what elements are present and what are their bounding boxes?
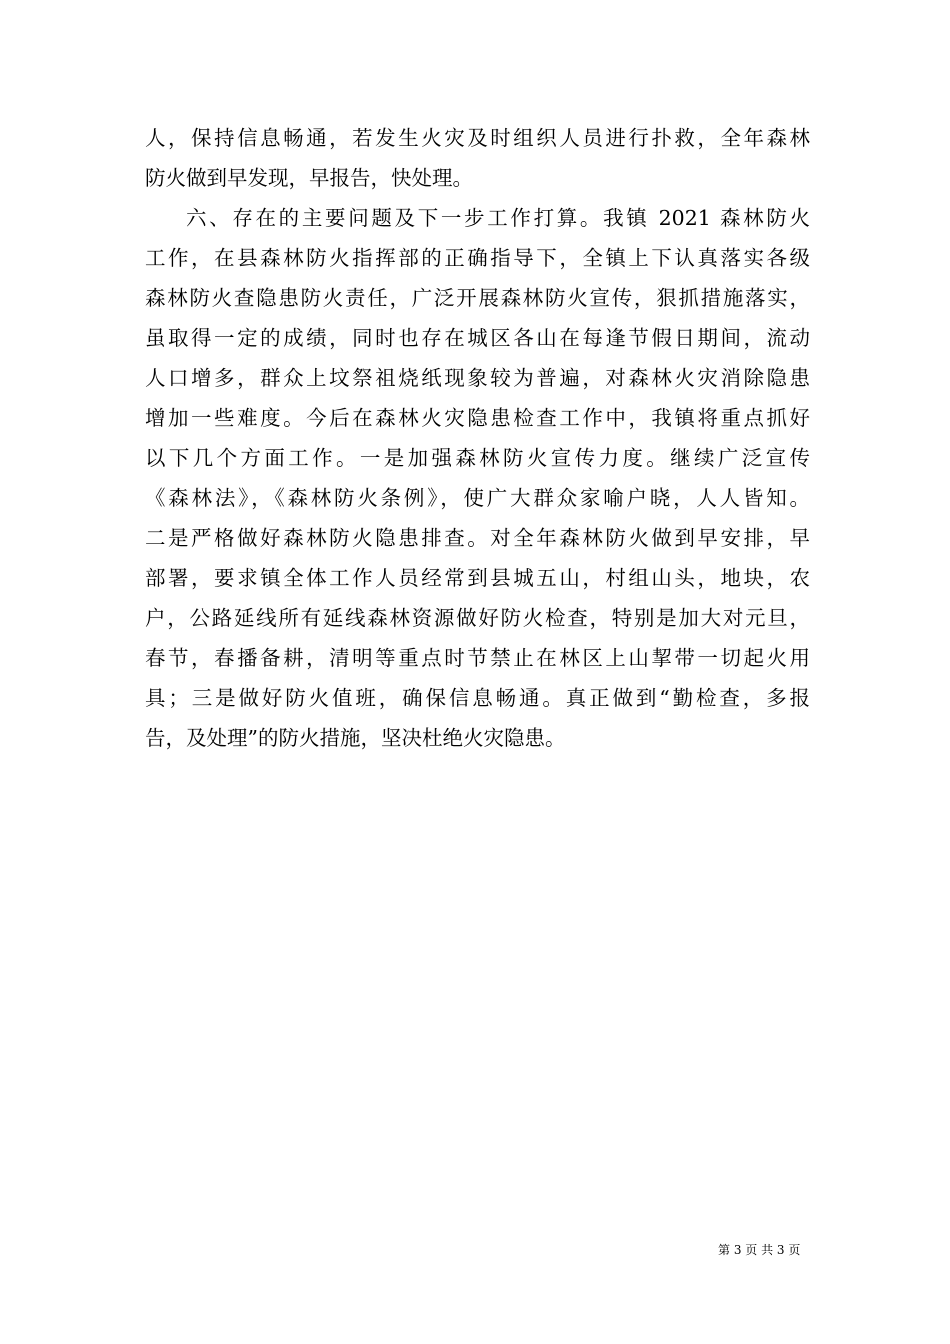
- text-line: 人，保持信息畅通，若发生火灾及时组织人员进行扑救，全年森林: [145, 126, 810, 150]
- text-line: 以下几个方面工作。一是加强森林防火宣传力度。继续广泛宣传: [145, 446, 810, 470]
- text-line: 虽取得一定的成绩，同时也存在城区各山在每逢节假日期间，流动: [145, 326, 810, 350]
- text-line: 《森林法》，《森林防火条例》，使广大群众家喻户晓，人人皆知。: [145, 486, 810, 510]
- text-line: 告，及处理”的防火措施，坚决杜绝火灾隐患。: [145, 726, 566, 750]
- text-line: 二是严格做好森林防火隐患排查。对全年森林防火做到早安排，早: [145, 526, 810, 550]
- text-line: 防火做到早发现，早报告，快处理。: [145, 166, 473, 190]
- text-line: 具；三是做好防火值班，确保信息畅通。真正做到“勤检查，多报: [145, 686, 810, 710]
- text-line: 人口增多，群众上坟祭祖烧纸现象较为普遍，对森林火灾消除隐患: [145, 366, 810, 390]
- text-line: 户，公路延线所有延线森林资源做好防火检查，特别是加大对元旦，: [145, 606, 810, 630]
- text-line: 部署，要求镇全体工作人员经常到县城五山，村组山头，地块，农: [145, 566, 810, 590]
- text-line: 森林防火查隐患防火责任，广泛开展森林防火宣传，狠抓措施落实，: [145, 286, 810, 310]
- text-line: 增加一些难度。今后在森林火灾隐患检查工作中，我镇将重点抓好: [145, 406, 810, 430]
- page-number-footer: 第 3 页 共 3 页: [718, 1243, 801, 1257]
- paragraph-start-line: 六、存在的主要问题及下一步工作打算。我镇 2021 森林防火: [186, 206, 810, 230]
- text-line: 春节，春播备耕，清明等重点时节禁止在林区上山挈带一切起火用: [145, 646, 810, 670]
- body-text: [145, 118, 810, 758]
- text-line: 工作，在县森林防火指挥部的正确指导下，全镇上下认真落实各级: [145, 246, 810, 270]
